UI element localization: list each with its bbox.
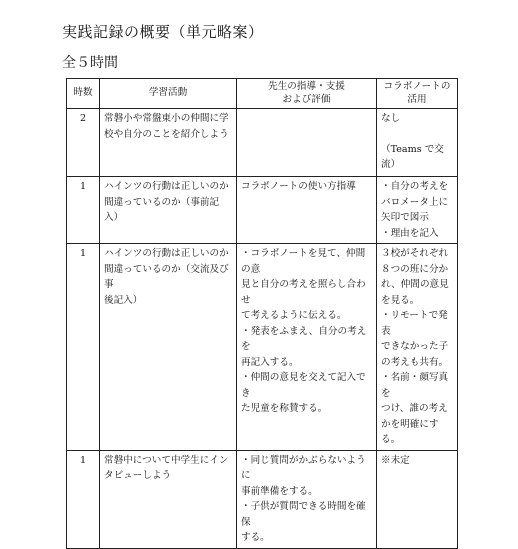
table-row <box>67 450 458 548</box>
collab-line: る。 <box>381 434 401 445</box>
collab-cell <box>377 109 458 177</box>
collab-cell <box>377 450 458 548</box>
time-cell: 1 <box>67 177 100 244</box>
collab-cell <box>377 177 458 244</box>
guidance-line: ・同じ質問がかぶらないように <box>241 454 366 481</box>
guidance-line: ・仲間の意見を交えて記入でき <box>241 372 366 399</box>
collab-line: できなかった子 <box>381 341 449 352</box>
collab-line: を見る。 <box>381 294 420 306</box>
collab-line: ８つの班に分か <box>381 263 449 275</box>
activity-line: ハインツの行動は正しいのか <box>104 181 229 192</box>
guidance-line: た児童を称賛する。 <box>241 403 328 414</box>
collab-line: （Teams で交流） <box>381 143 444 170</box>
guidance-line: ・発表をふまえ、自分の考えを <box>241 325 367 352</box>
collab-line: ・自分の考えを <box>381 181 449 192</box>
guidance-line: て考えるように伝える。 <box>241 310 347 321</box>
collab-line: つけ、誰の考え <box>381 403 448 414</box>
collab-line: ・理由を記入 <box>381 227 439 239</box>
collab-line: 矢印で図示 <box>381 212 429 223</box>
guidance-line: 再記入する。 <box>241 356 299 368</box>
activity-cell <box>100 177 237 244</box>
header-time: 時数 <box>67 79 100 109</box>
activity-line: ハインツの行動は正しいのか <box>104 248 229 259</box>
header-guidance-line2: および評価 <box>282 93 331 105</box>
activity-cell <box>100 450 237 548</box>
activity-line: 間違っているのか（交流及び事 <box>104 263 229 290</box>
time-cell: 2 <box>67 109 100 177</box>
collab-line: ※未定 <box>381 454 410 466</box>
table-header-row <box>67 79 458 109</box>
guidance-line: ・コラボノートを見て、仲間の意 <box>241 248 366 275</box>
guidance-line: コラボノートの使い方指導 <box>241 181 356 192</box>
collab-line: れ、仲間の意見 <box>381 279 449 290</box>
activity-line: 校や自分のことを紹介しよう <box>104 128 229 140</box>
table-row <box>67 109 458 177</box>
document-subtitle: 全５時間 <box>62 55 118 71</box>
header-guidance-line1: 先生の指導・支援 <box>268 81 345 92</box>
guidance-line: 事前準備をする。 <box>241 485 318 497</box>
header-collab <box>377 79 458 109</box>
activity-line: タビューしよう <box>104 470 172 481</box>
collab-line: ・リモートで発表 <box>381 310 448 337</box>
collab-line: かを明確にす <box>381 418 439 430</box>
lesson-plan-table <box>66 78 458 549</box>
guidance-line: する。 <box>241 532 270 543</box>
header-guidance <box>237 79 377 109</box>
time-cell: 1 <box>67 244 100 451</box>
guidance-cell <box>237 450 377 548</box>
table-row <box>67 177 458 244</box>
header-activity: 学習活動 <box>100 79 237 109</box>
document-title: 実践記録の概要（単元略案） <box>62 23 264 41</box>
collab-cell <box>377 244 458 451</box>
activity-line: 常磐小や常盤東小の仲間に学 <box>104 113 229 124</box>
header-collab-line2: 活用 <box>407 93 427 105</box>
table-row <box>67 244 458 451</box>
activity-cell <box>100 109 237 177</box>
guidance-cell <box>237 177 377 244</box>
guidance-cell <box>237 109 377 177</box>
activity-line: 後記入） <box>104 294 143 306</box>
guidance-line: 見と自分の考えを照らし合わせ <box>241 279 366 306</box>
collab-line: なし <box>381 113 401 124</box>
activity-line: 常磐中について中学生にイン <box>104 454 229 466</box>
activity-line: 間違っているのか（事前記入） <box>104 196 220 223</box>
collab-line: バロメータ上に <box>381 196 449 208</box>
guidance-line: ・子供が質問できる時間を確保 <box>241 501 366 528</box>
collab-line: の考えも共有。 <box>381 356 449 368</box>
collab-line: ・名前・顔写真を <box>381 372 449 399</box>
activity-cell <box>100 244 237 451</box>
guidance-cell <box>237 244 377 451</box>
collab-line: ３校がそれぞれ <box>381 248 449 259</box>
time-cell: 1 <box>67 450 100 548</box>
header-collab-line1: コラボノートの <box>383 81 451 92</box>
